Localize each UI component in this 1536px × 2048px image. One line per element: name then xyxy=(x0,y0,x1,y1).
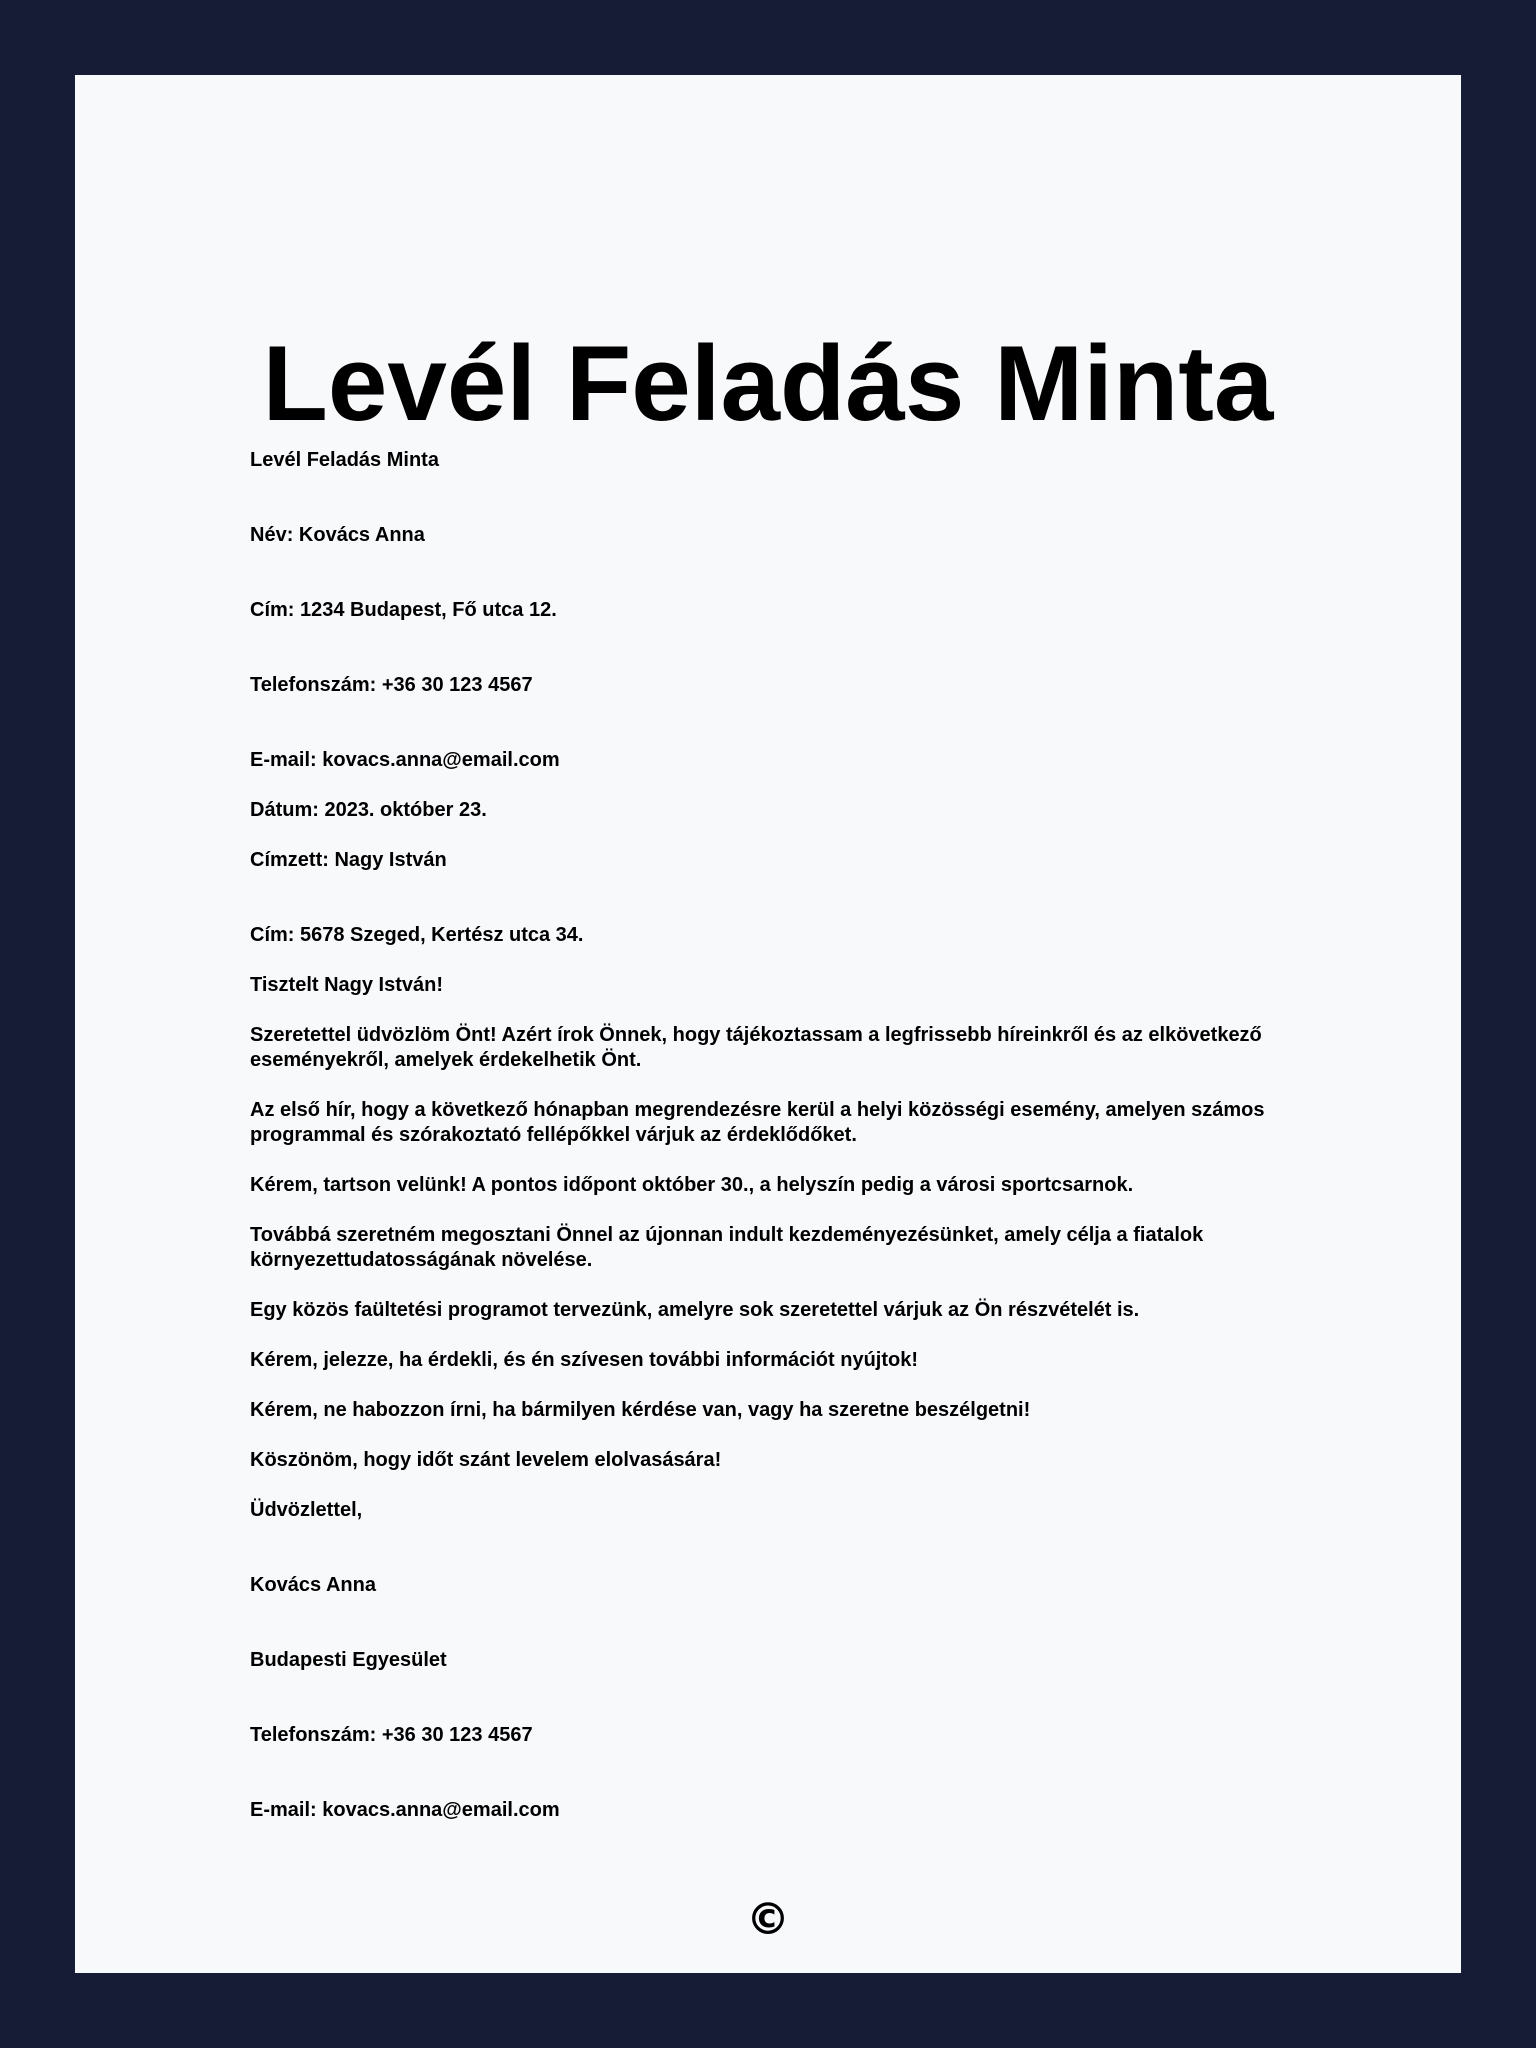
signature-phone: Telefonszám: +36 30 123 4567 xyxy=(250,1724,533,1746)
sender-email: E-mail: kovacs.anna@email.com xyxy=(250,749,560,771)
body-paragraph-interest: Kérem, jelezze, ha érdekli, és én szívesen további információt nyújtok! xyxy=(250,1349,918,1371)
body-paragraph-initiative: Továbbá szeretném megosztani Önnel az újonnan indult kezdeményezésünket, amely célja a fiatalok környezettudatosságának növelése. xyxy=(250,1224,1204,1271)
recipient-address: Cím: 5678 Szeged, Kertész utca 34. xyxy=(250,924,584,946)
copyright-icon: © xyxy=(746,1894,790,1945)
body-paragraph-thanks: Köszönöm, hogy időt szánt levelem elolvasására! xyxy=(250,1449,722,1471)
body-paragraph-tree-planting: Egy közös faültetési programot tervezünk, amelyre sok szeretettel várjuk az Ön részvételét is. xyxy=(250,1299,1140,1321)
sender-name: Név: Kovács Anna xyxy=(250,524,425,546)
signature-name: Kovács Anna xyxy=(250,1574,376,1596)
signature-email: E-mail: kovacs.anna@email.com xyxy=(250,1799,560,1821)
document-title: Levél Feladás Minta xyxy=(262,323,1274,443)
body-paragraph-questions: Kérem, ne habozzon írni, ha bármilyen kérdése van, vagy ha szeretne beszélgetni! xyxy=(250,1399,1031,1421)
sender-address: Cím: 1234 Budapest, Fő utca 12. xyxy=(250,599,557,621)
body-paragraph-event: Az első hír, hogy a következő hónapban megrendezésre kerül a helyi közösségi esemény, amelyen számos programmal és szórakoztató fellépőkkel várjuk az érdeklődőket. xyxy=(250,1099,1265,1146)
closing: Üdvözlettel, xyxy=(250,1499,363,1521)
recipient-name: Címzett: Nagy István xyxy=(250,849,447,871)
signature-organization: Budapesti Egyesület xyxy=(250,1649,447,1671)
sender-phone: Telefonszám: +36 30 123 4567 xyxy=(250,674,533,696)
salutation: Tisztelt Nagy István! xyxy=(250,974,444,996)
letter-date: Dátum: 2023. október 23. xyxy=(250,799,487,821)
body-paragraph-invitation: Kérem, tartson velünk! A pontos időpont október 30., a helyszín pedig a városi sportcsarnok. xyxy=(250,1174,1134,1196)
letter-page xyxy=(75,75,1461,1973)
letter-heading: Levél Feladás Minta xyxy=(250,449,439,471)
body-paragraph-intro: Szeretettel üdvözlöm Önt! Azért írok Önnek, hogy tájékoztassam a legfrissebb híreinkről és az elkövetkező eseményekről, amelyek érdekelhetik Önt. xyxy=(250,1024,1262,1071)
